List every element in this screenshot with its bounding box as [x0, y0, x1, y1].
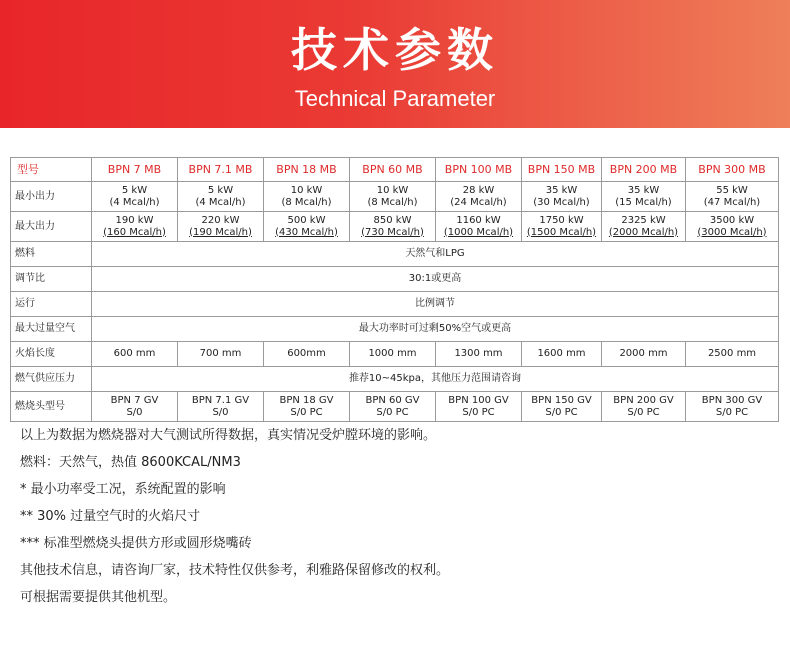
cell-kw: 5 kW	[207, 184, 234, 196]
cell-kw: 35 kW	[627, 184, 660, 196]
table-cell	[686, 182, 779, 212]
table-cell: 1300 mm	[436, 342, 522, 367]
table-cell	[436, 212, 522, 242]
table-cell	[350, 392, 436, 422]
note-line: ** 30% 过量空气时的火焰尺寸	[20, 509, 201, 524]
table-cell	[602, 212, 686, 242]
row-operation	[11, 292, 779, 317]
cell-kw: 220 kW	[201, 214, 240, 226]
cell-line: BPN 7 GV	[110, 394, 159, 406]
table-cell	[264, 212, 350, 242]
cell-mcal: (47 Mcal/h)	[703, 196, 761, 208]
cell-mcal: (160 Mcal/h)	[103, 226, 166, 238]
spec-table	[10, 157, 779, 422]
row-label: 运行	[11, 292, 92, 317]
table-cell-merged: 比例调节	[92, 292, 779, 317]
table-cell	[436, 392, 522, 422]
row-fuel	[11, 242, 779, 267]
cell-kw: 3500 kW	[709, 214, 755, 226]
model-name: BPN 200 MB	[602, 158, 686, 182]
table-cell-merged: 30:1或更高	[92, 267, 779, 292]
cell-line: BPN 300 GV	[701, 394, 763, 406]
cell-kw: 1160 kW	[456, 214, 501, 226]
row-turndown	[11, 267, 779, 292]
cell-line: BPN 150 GV	[531, 394, 592, 406]
cell-kw: 28 kW	[462, 184, 495, 196]
cell-mcal: (430 Mcal/h)	[275, 226, 338, 238]
cell-line: S/0 PC	[715, 406, 749, 418]
note-line: 其他技术信息，请咨询厂家，技术特性仅供参考，利雅路保留修改的权利。	[20, 563, 450, 578]
table-cell	[522, 392, 602, 422]
cell-kw: 10 kW	[376, 184, 409, 196]
table-cell	[686, 212, 779, 242]
cell-kw: 55 kW	[716, 184, 748, 196]
cell-line: S/0 PC	[376, 406, 409, 418]
table-cell: 1000 mm	[350, 342, 436, 367]
table-cell: 600 mm	[92, 342, 178, 367]
cell-kw: 10 kW	[290, 184, 323, 196]
cell-mcal: (1000 Mcal/h)	[443, 226, 514, 238]
spec-table-container	[10, 157, 778, 422]
model-name: BPN 100 MB	[436, 158, 522, 182]
row-label: 燃气供应压力	[11, 367, 92, 392]
cell-mcal: (4 Mcal/h)	[195, 196, 246, 208]
cell-mcal: (2000 Mcal/h)	[608, 226, 679, 238]
row-label: 调节比	[11, 267, 92, 292]
cell-line: BPN 18 GV	[279, 394, 334, 406]
table-cell	[350, 182, 436, 212]
note-line: *** 标准型燃烧头提供方形或圆形烧嘴砖	[20, 536, 252, 551]
table-cell: 600mm	[264, 342, 350, 367]
model-name: BPN 60 MB	[350, 158, 436, 182]
cell-line: S/0 PC	[462, 406, 495, 418]
row-label: 最小出力	[11, 182, 92, 212]
page-subtitle: Technical Parameter	[294, 86, 496, 111]
row-label: 火焰长度	[11, 342, 92, 367]
cell-mcal: (8 Mcal/h)	[281, 196, 332, 208]
page-title: 技术参数	[291, 23, 499, 77]
row-label: 最大过量空气	[11, 317, 92, 342]
table-cell-merged: 推荐10~45kpa，其他压力范围请咨询	[92, 367, 779, 392]
table-cell: 700 mm	[178, 342, 264, 367]
row-min-output	[11, 182, 779, 212]
model-name: BPN 300 MB	[686, 158, 779, 182]
table-cell	[178, 212, 264, 242]
cell-line: S/0 PC	[627, 406, 660, 418]
notes-section	[20, 422, 770, 611]
cell-kw: 850 kW	[373, 214, 412, 226]
row-max-excess-air	[11, 317, 779, 342]
table-cell	[350, 212, 436, 242]
cell-mcal: (1500 Mcal/h)	[526, 226, 597, 238]
header-banner	[0, 0, 790, 128]
table-cell-merged: 天然气和LPG	[92, 242, 779, 267]
cell-kw: 190 kW	[115, 214, 154, 226]
table-cell	[92, 392, 178, 422]
table-cell	[178, 392, 264, 422]
model-name: BPN 150 MB	[522, 158, 602, 182]
cell-line: BPN 100 GV	[448, 394, 509, 406]
table-cell: 1600 mm	[522, 342, 602, 367]
table-cell	[602, 392, 686, 422]
row-label: 燃料	[11, 242, 92, 267]
note-line: 可根据需要提供其他机型。	[20, 590, 177, 605]
table-header-row	[11, 158, 779, 182]
cell-mcal: (30 Mcal/h)	[533, 196, 590, 208]
cell-kw: 500 kW	[287, 214, 326, 226]
cell-kw: 1750 kW	[539, 214, 584, 226]
model-header: 型号	[11, 158, 92, 182]
model-name: BPN 7.1 MB	[178, 158, 264, 182]
table-cell	[264, 392, 350, 422]
table-cell	[522, 212, 602, 242]
cell-mcal: (4 Mcal/h)	[109, 196, 160, 208]
row-label: 最大出力	[11, 212, 92, 242]
row-burner-head	[11, 392, 779, 422]
cell-line: BPN 60 GV	[365, 394, 420, 406]
model-name: BPN 18 MB	[264, 158, 350, 182]
table-cell	[686, 392, 779, 422]
cell-kw: 35 kW	[545, 184, 578, 196]
row-flame-length	[11, 342, 779, 367]
cell-mcal: (8 Mcal/h)	[367, 196, 418, 208]
model-name: BPN 7 MB	[92, 158, 178, 182]
table-cell-merged: 最大功率时可过剩50%空气或更高	[92, 317, 779, 342]
note-line: 燃料：天然气，热值 8600KCAL/NM3	[20, 455, 241, 470]
table-cell: 2000 mm	[602, 342, 686, 367]
cell-line: S/0	[126, 406, 143, 418]
table-cell	[264, 182, 350, 212]
cell-line: BPN 200 GV	[613, 394, 674, 406]
cell-line: S/0 PC	[290, 406, 323, 418]
cell-line: S/0 PC	[545, 406, 578, 418]
cell-mcal: (190 Mcal/h)	[189, 226, 252, 238]
cell-kw: 5 kW	[121, 184, 148, 196]
table-cell: 2500 mm	[686, 342, 779, 367]
cell-mcal: (730 Mcal/h)	[361, 226, 424, 238]
table-cell	[522, 182, 602, 212]
table-cell	[178, 182, 264, 212]
cell-mcal: (15 Mcal/h)	[615, 196, 672, 208]
table-cell	[92, 212, 178, 242]
cell-mcal: (24 Mcal/h)	[450, 196, 507, 208]
row-label: 燃烧头型号	[11, 392, 92, 422]
table-cell	[92, 182, 178, 212]
table-cell	[602, 182, 686, 212]
cell-mcal: (3000 Mcal/h)	[697, 226, 767, 238]
cell-kw: 2325 kW	[621, 214, 666, 226]
note-line: 以上为数据为燃烧器对大气测试所得数据，真实情况受炉膛环境的影响。	[20, 428, 437, 443]
note-line: * 最小功率受工况，系统配置的影响	[20, 482, 226, 497]
row-max-output	[11, 212, 779, 242]
row-gas-pressure	[11, 367, 779, 392]
cell-line: S/0	[212, 406, 229, 418]
table-cell	[436, 182, 522, 212]
cell-line: BPN 7.1 GV	[191, 394, 250, 406]
